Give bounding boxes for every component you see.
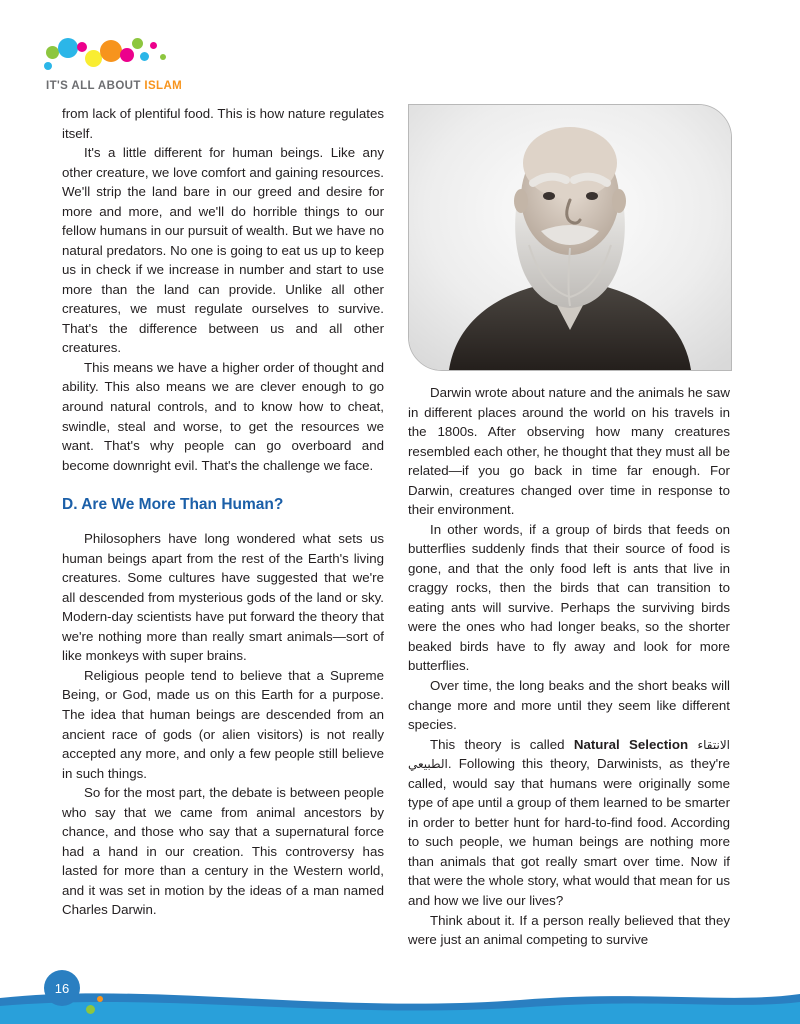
- logo-bubble-6: [132, 38, 143, 49]
- paragraph-natural-selection: [408, 735, 730, 911]
- paragraph: In other words, if a group of birds that feeds on butterflies suddenly finds that their source of food is gone, and that the only food left is ants that live in craggy rocks, then the birds that can transition to eating ants will survive. Perhaps the surviving birds were the ones who had longer beaks, so the shorter beaked birds have to fly away and look for more butterflies.: [408, 521, 730, 674]
- logo-bubble-4: [100, 40, 122, 62]
- section-heading: D. Are We More Than Human?: [62, 496, 284, 514]
- logo-bubble-9: [44, 62, 52, 70]
- logo-bubble-1: [58, 38, 78, 58]
- paragraph: Darwin wrote about nature and the animals he saw in different places around the world on his travels in the 1800s. After observing how many creatures resembled each other, he thought that they must all be related—if you go back in time far enough. For Darwin, creatures changed over time in response to their environment.: [408, 385, 730, 518]
- paragraph: from lack of plentiful food. This is how nature regulates itself.: [62, 106, 384, 141]
- ns-term: Natural Selection: [573, 736, 689, 752]
- logo-bubble-7: [140, 52, 149, 61]
- logo-bubbles-icon: [44, 38, 204, 78]
- logo-text: [46, 80, 182, 92]
- brand-logo: [44, 38, 274, 96]
- paragraph: It's a little different for human beings. Like any other creature, we love comfort and gaining resources. We'll strip the land bare in our greed and desire for more and more, and we'll do horrible things to our fellow humans in our pursuit of wealth. But we have no natural predators. No one is going to eat us up to keep us in check if we increase in number and start to use more than the land can provide. Unlike all other creatures, we must regulate ourselves to survive. That's the difference between us and all other creatures.: [62, 145, 384, 356]
- page-footer: [0, 980, 800, 1024]
- logo-bubble-10: [160, 54, 166, 60]
- ns-lead: This theory is called: [430, 736, 574, 752]
- paragraph: Philosophers have long wondered what sets us human beings apart from the rest of the Earth's living creatures. Some cultures have suggested that we're all descended from mysterious gods of the land or sky. Modern-day scientists have put forward the theory that we're nothing more than really smart animals—sort of like monkeys with super brains.: [62, 531, 384, 664]
- paragraph: This means we have a higher order of thought and ability. This also means we are clever enough to go around natural controls, and to know how to cheat, swindle, steal and worse, to get the resources we want. That's why people can go overboard and become downright evil. That's the challenge we face.: [62, 359, 384, 473]
- paragraph: Think about it. If a person really believed that they were just an animal competing to survive: [408, 912, 730, 948]
- ns-rest: . Following this theory, Darwinists, as they're called, would say that humans were originally some type of ape until a group of them learned to be smarter in order to better hunt for hard-to-find food. According to such people, we human beings are nothing more than animals that got really smart over time. Now if that were the whole story, what would that mean for us and how we live our lives?: [408, 756, 730, 908]
- footer-wave-decoration: [0, 980, 800, 1024]
- logo-text-brand: ISLAM: [144, 80, 183, 92]
- logo-bubble-8: [150, 42, 157, 49]
- logo-bubble-5: [120, 48, 134, 62]
- logo-bubble-2: [77, 42, 87, 52]
- page-number: 16: [44, 970, 80, 1006]
- ns-arabic-term: الانتقاء الطبيعي: [408, 737, 730, 772]
- footer-dot-orange: [97, 996, 103, 1002]
- right-text-column: [408, 383, 730, 950]
- left-text-column: [62, 104, 384, 920]
- logo-text-prefix: IT'S ALL ABOUT: [46, 80, 145, 92]
- paragraph: Over time, the long beaks and the short beaks will change more and more until they seem like different species.: [408, 677, 730, 733]
- charles-darwin-portrait: [408, 104, 732, 371]
- paragraph: Religious people tend to believe that a Supreme Being, or God, made us on this Earth for a purpose. The idea that human beings are descended from an ancient race of gods (or alien visitors) is not really accepted any more, and only a few people still believe in such things.: [62, 667, 384, 781]
- footer-dot-green: [86, 1005, 95, 1014]
- paragraph: So for the most part, the debate is between people who say that we came from animal ancestors by chance, and those who say that a supernatural force had a hand in our creation. This controversy has lasted for more than a century in the Western world, and it was set in motion by the ideas of a man named Charles Darwin.: [62, 785, 384, 918]
